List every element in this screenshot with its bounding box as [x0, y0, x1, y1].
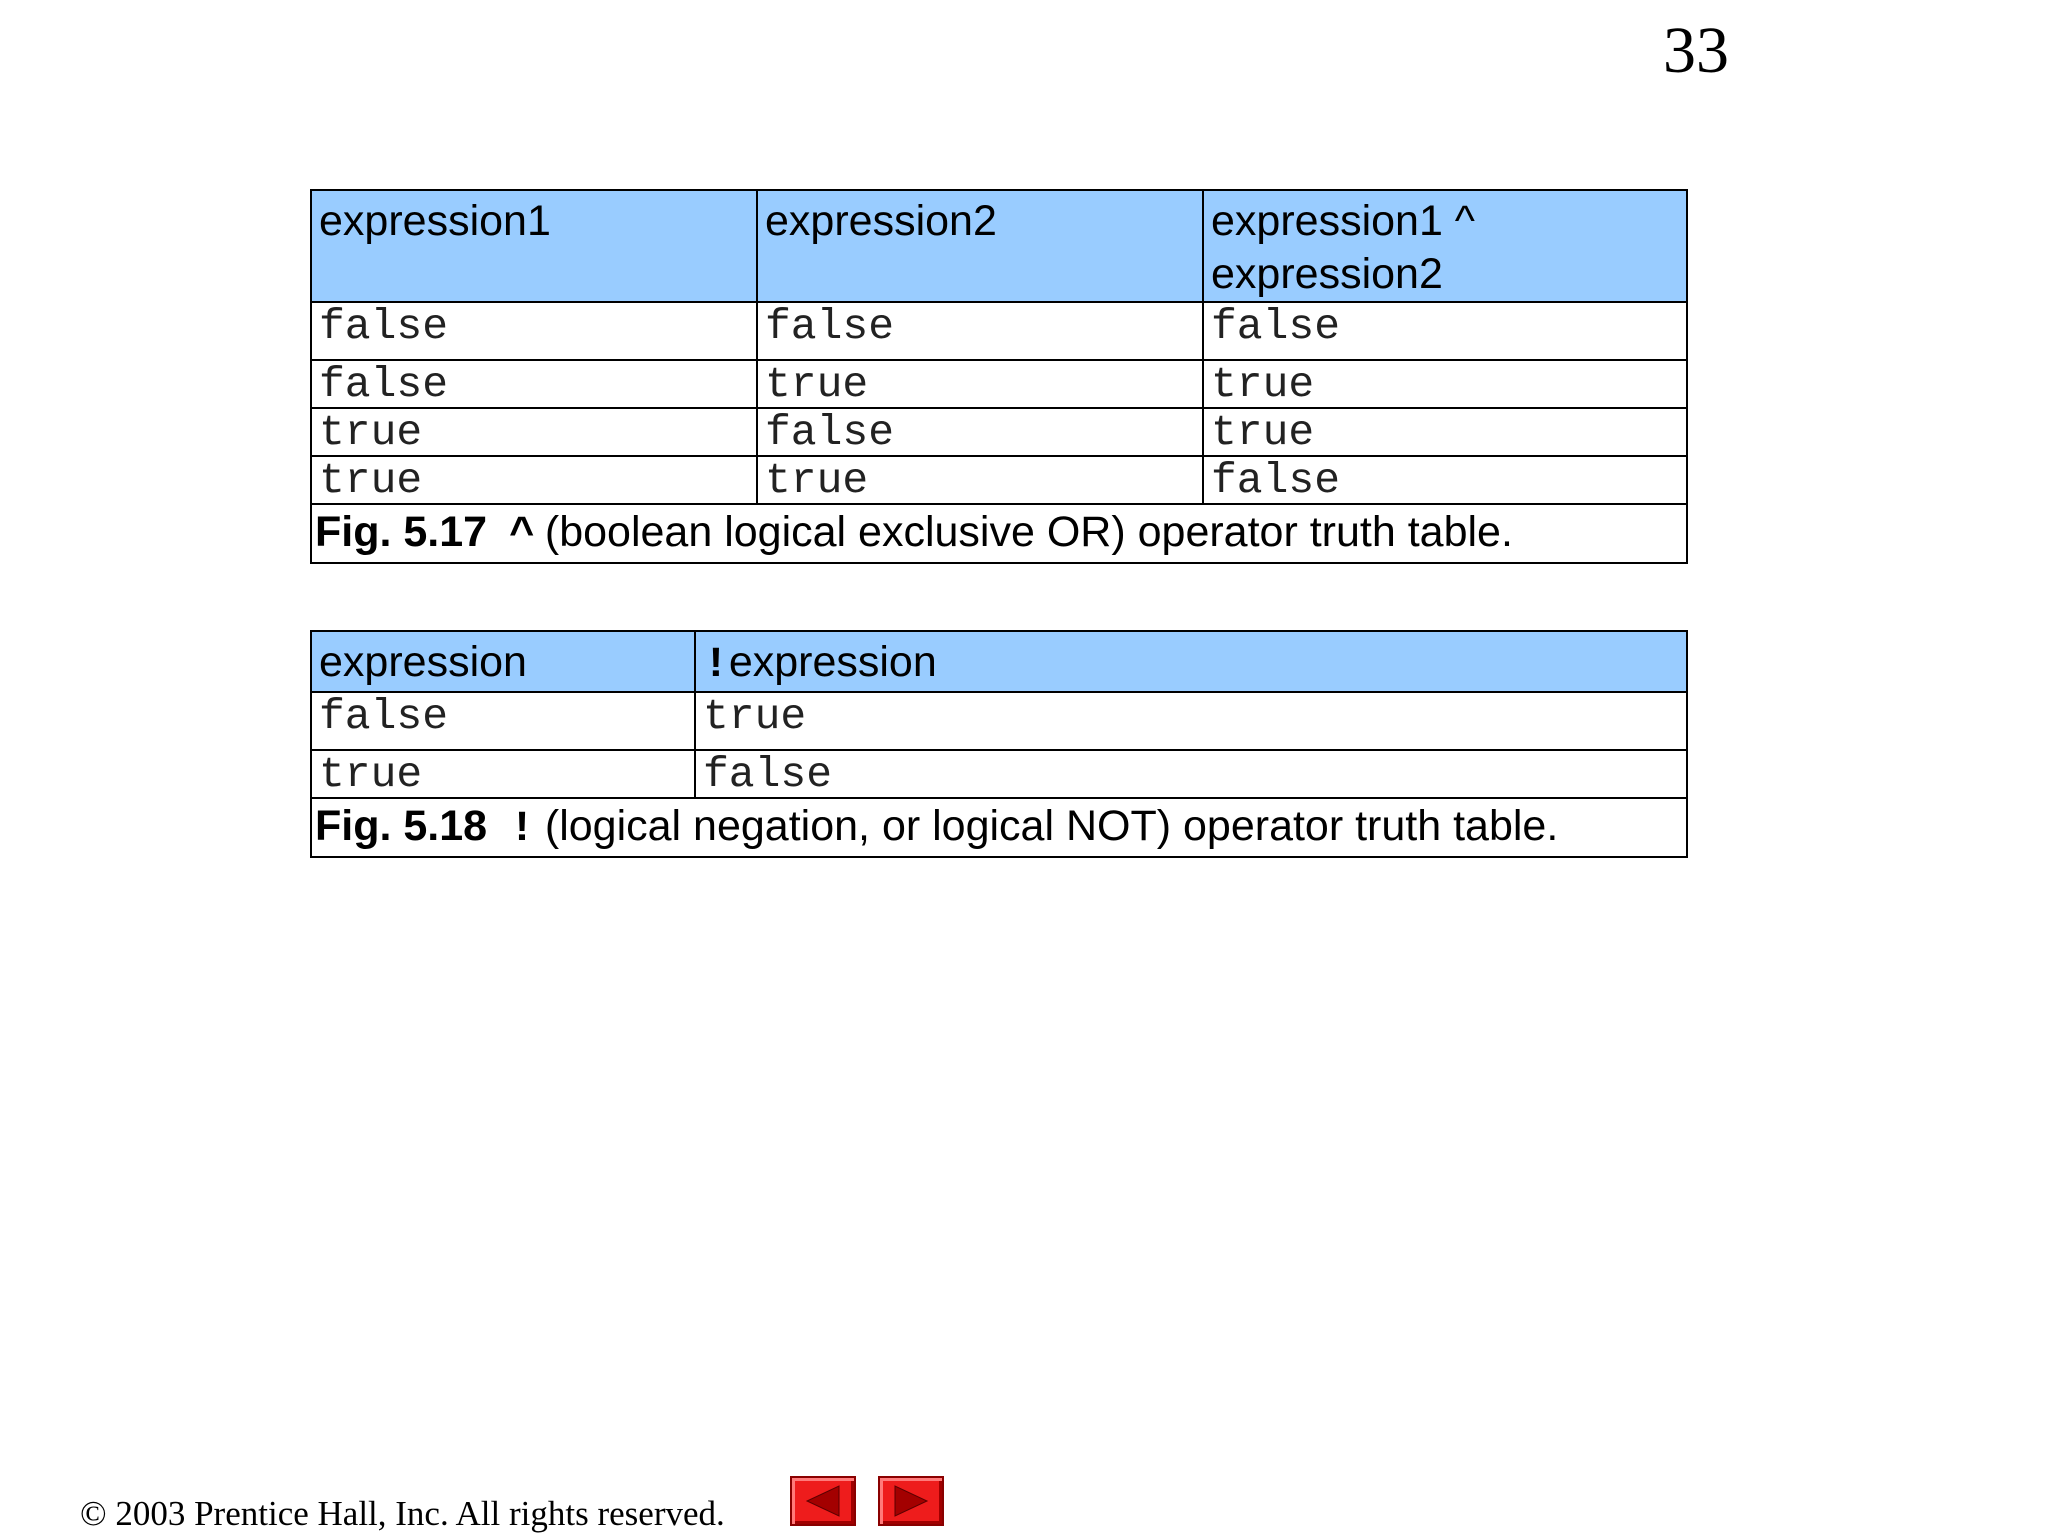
xor-truth-table: [310, 189, 1688, 564]
table-cell: false: [311, 692, 695, 750]
table-caption-row: [311, 798, 1687, 857]
table-cell: false: [757, 408, 1203, 456]
table-row: [311, 456, 1687, 504]
table-cell: false: [1203, 456, 1687, 504]
table-caption-row: [311, 504, 1687, 563]
table-row: [311, 750, 1687, 798]
table-row: [311, 360, 1687, 408]
triangle-right-icon: [891, 1484, 931, 1518]
table-cell: true: [757, 456, 1203, 504]
table-cell: true: [311, 456, 757, 504]
table-cell: false: [1203, 302, 1687, 360]
next-slide-button[interactable]: [878, 1476, 944, 1526]
column-header: expression: [311, 631, 695, 692]
table-cell: true: [695, 692, 1687, 750]
column-header-text: expression: [728, 638, 937, 686]
not-operator: !: [509, 804, 535, 853]
table-cell: true: [311, 750, 695, 798]
table-cell: true: [311, 408, 757, 456]
figure-caption: [311, 504, 1687, 563]
column-header: expression2: [757, 190, 1203, 302]
table-cell: true: [757, 360, 1203, 408]
figure-label: Fig. 5.17: [315, 508, 488, 556]
figure-caption: [311, 798, 1687, 857]
xor-operator: ^: [509, 510, 535, 559]
caption-text: (boolean logical exclusive OR) operator truth table.: [544, 508, 1513, 556]
not-operator: !: [703, 640, 729, 689]
table-cell: true: [1203, 408, 1687, 456]
table-row: [311, 692, 1687, 750]
column-header: expression1: [311, 190, 757, 302]
table-cell: false: [311, 302, 757, 360]
table-row: [311, 302, 1687, 360]
table-cell: false: [757, 302, 1203, 360]
triangle-left-icon: [803, 1484, 843, 1518]
table-row: [311, 408, 1687, 456]
figure-label: Fig. 5.18: [315, 802, 488, 850]
copyright-footer: © 2003 Prentice Hall, Inc. All rights reserved.: [80, 1494, 725, 1533]
table-header-row: [311, 190, 1687, 302]
table-cell: false: [695, 750, 1687, 798]
table-cell: false: [311, 360, 757, 408]
previous-slide-button[interactable]: [790, 1476, 856, 1526]
not-truth-table: [310, 630, 1688, 858]
page-number: 33: [1663, 14, 1729, 87]
column-header: [695, 631, 1687, 692]
table-header-row: [311, 631, 1687, 692]
column-header: expression1 ^ expression2: [1203, 190, 1687, 302]
table-cell: true: [1203, 360, 1687, 408]
caption-text: (logical negation, or logical NOT) operator truth table.: [544, 802, 1559, 850]
